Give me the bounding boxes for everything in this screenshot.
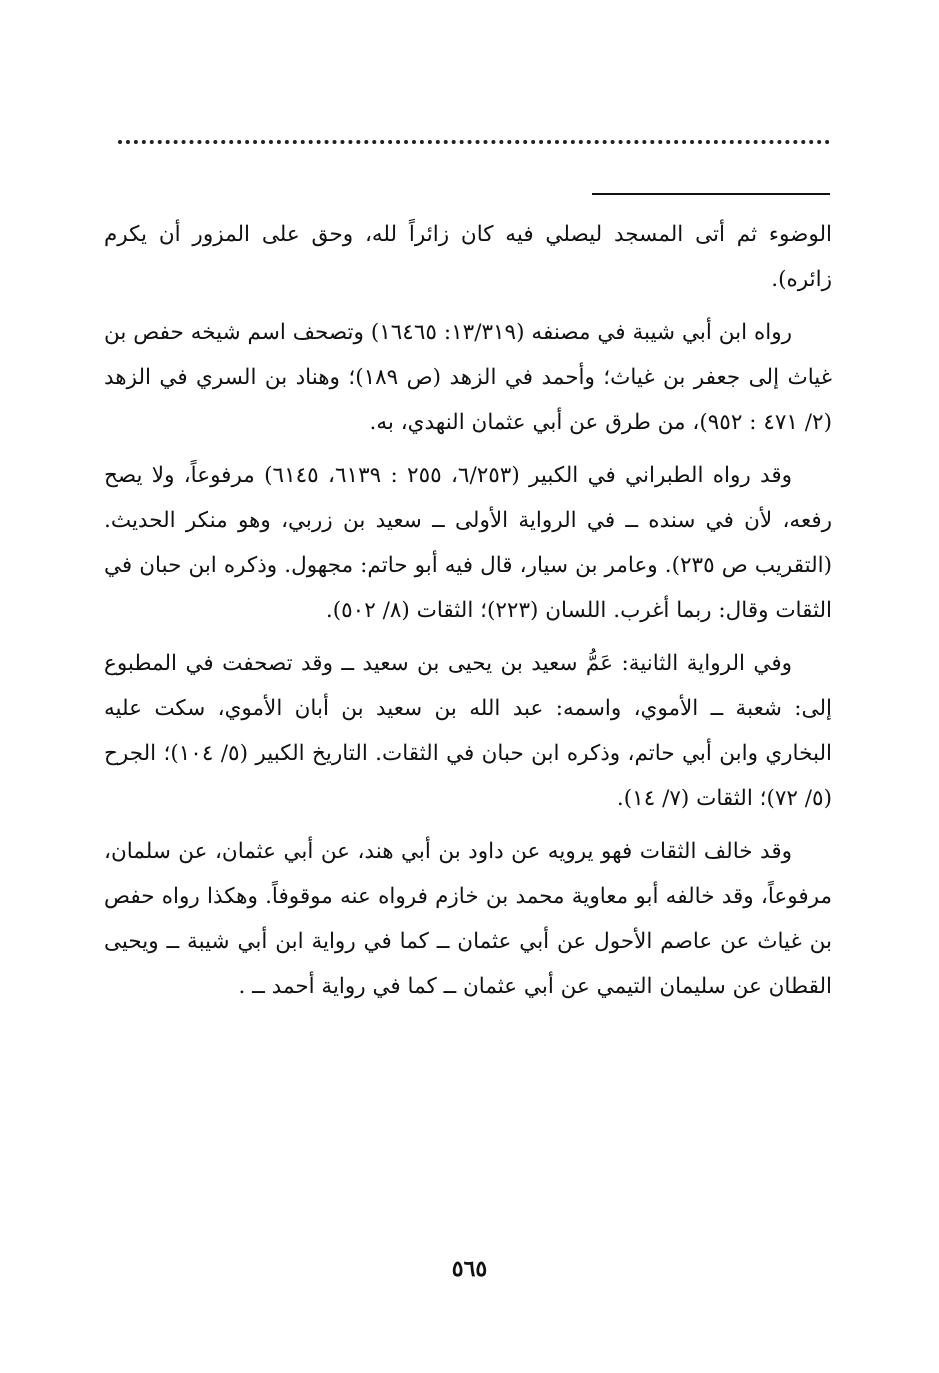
page-number: ٥٦٥ bbox=[451, 1256, 488, 1282]
footnote-rule bbox=[592, 193, 830, 195]
paragraph-tabarani: وقد رواه الطبراني في الكبير (٦/٢٥٣، ٢٥٥ : ٦١٣٩، ٦١٤٥) مرفوعاً، ولا يصح رفعه، لأن في سنده ــ في الرواية الأولى ــ سعيد بن زربي، وهو منكر الحديث. (التقريب ص ٢٣٥). وعامر بن سيار، قال فيه أبو حاتم: مجهول. وذكره ابن حبان في الثقات وقال: ربما أغرب. اللسان (٢٢٣)؛ الثقات (٨/ ٥٠٢). bbox=[104, 463, 832, 623]
footnote-body bbox=[104, 212, 832, 1009]
paragraph-ibn-abi-shaybah: رواه ابن أبي شيبة في مصنفه (١٣/٣١٩: ١٦٤٦٥) وتصحف اسم شيخه حفص بن غياث إلى جعفر بن غياث؛ وأحمد في الزهد (ص ١٨٩)؛ وهناد بن السري في الزهد (٢/ ٤٧١ : ٩٥٢)، من طرق عن أبي عثمان النهدي، به. bbox=[104, 320, 832, 435]
paragraph-contradiction: وقد خالف الثقات فهو يرويه عن داود بن أبي هند، عن أبي عثمان، عن سلمان، مرفوعاً، وقد خالفه أبو معاوية محمد بن خازم فرواه عنه موقوفاً. وهكذا رواه حفص بن غياث عن عاصم الأحول عن أبي عثمان ــ كما في رواية ابن أبي شيبة ــ ويحيى القطان عن سليمان التيمي عن أبي عثمان ــ كما في رواية أحمد ــ . bbox=[104, 839, 832, 999]
paragraph-second-narration: وفي الرواية الثانية: عَمُّ سعيد بن يحيى بن سعيد ــ وقد تصحفت في المطبوع إلى: شعبة ــ الأموي، واسمه: عبد الله بن سعيد بن أبان الأموي، سكت عليه البخاري وابن أبي حاتم، وذكره ابن حبان في الثقات. التاريخ الكبير (٥/ ١٠٤)؛ الجرح (٥/ ٧٢)؛ الثقات (٧/ ١٤). bbox=[104, 651, 832, 811]
paragraph-continuation: الوضوء ثم أتى المسجد ليصلي فيه كان زائراً لله، وحق على المزور أن يكرم زائره). bbox=[104, 222, 832, 292]
dotted-separator bbox=[118, 140, 830, 144]
